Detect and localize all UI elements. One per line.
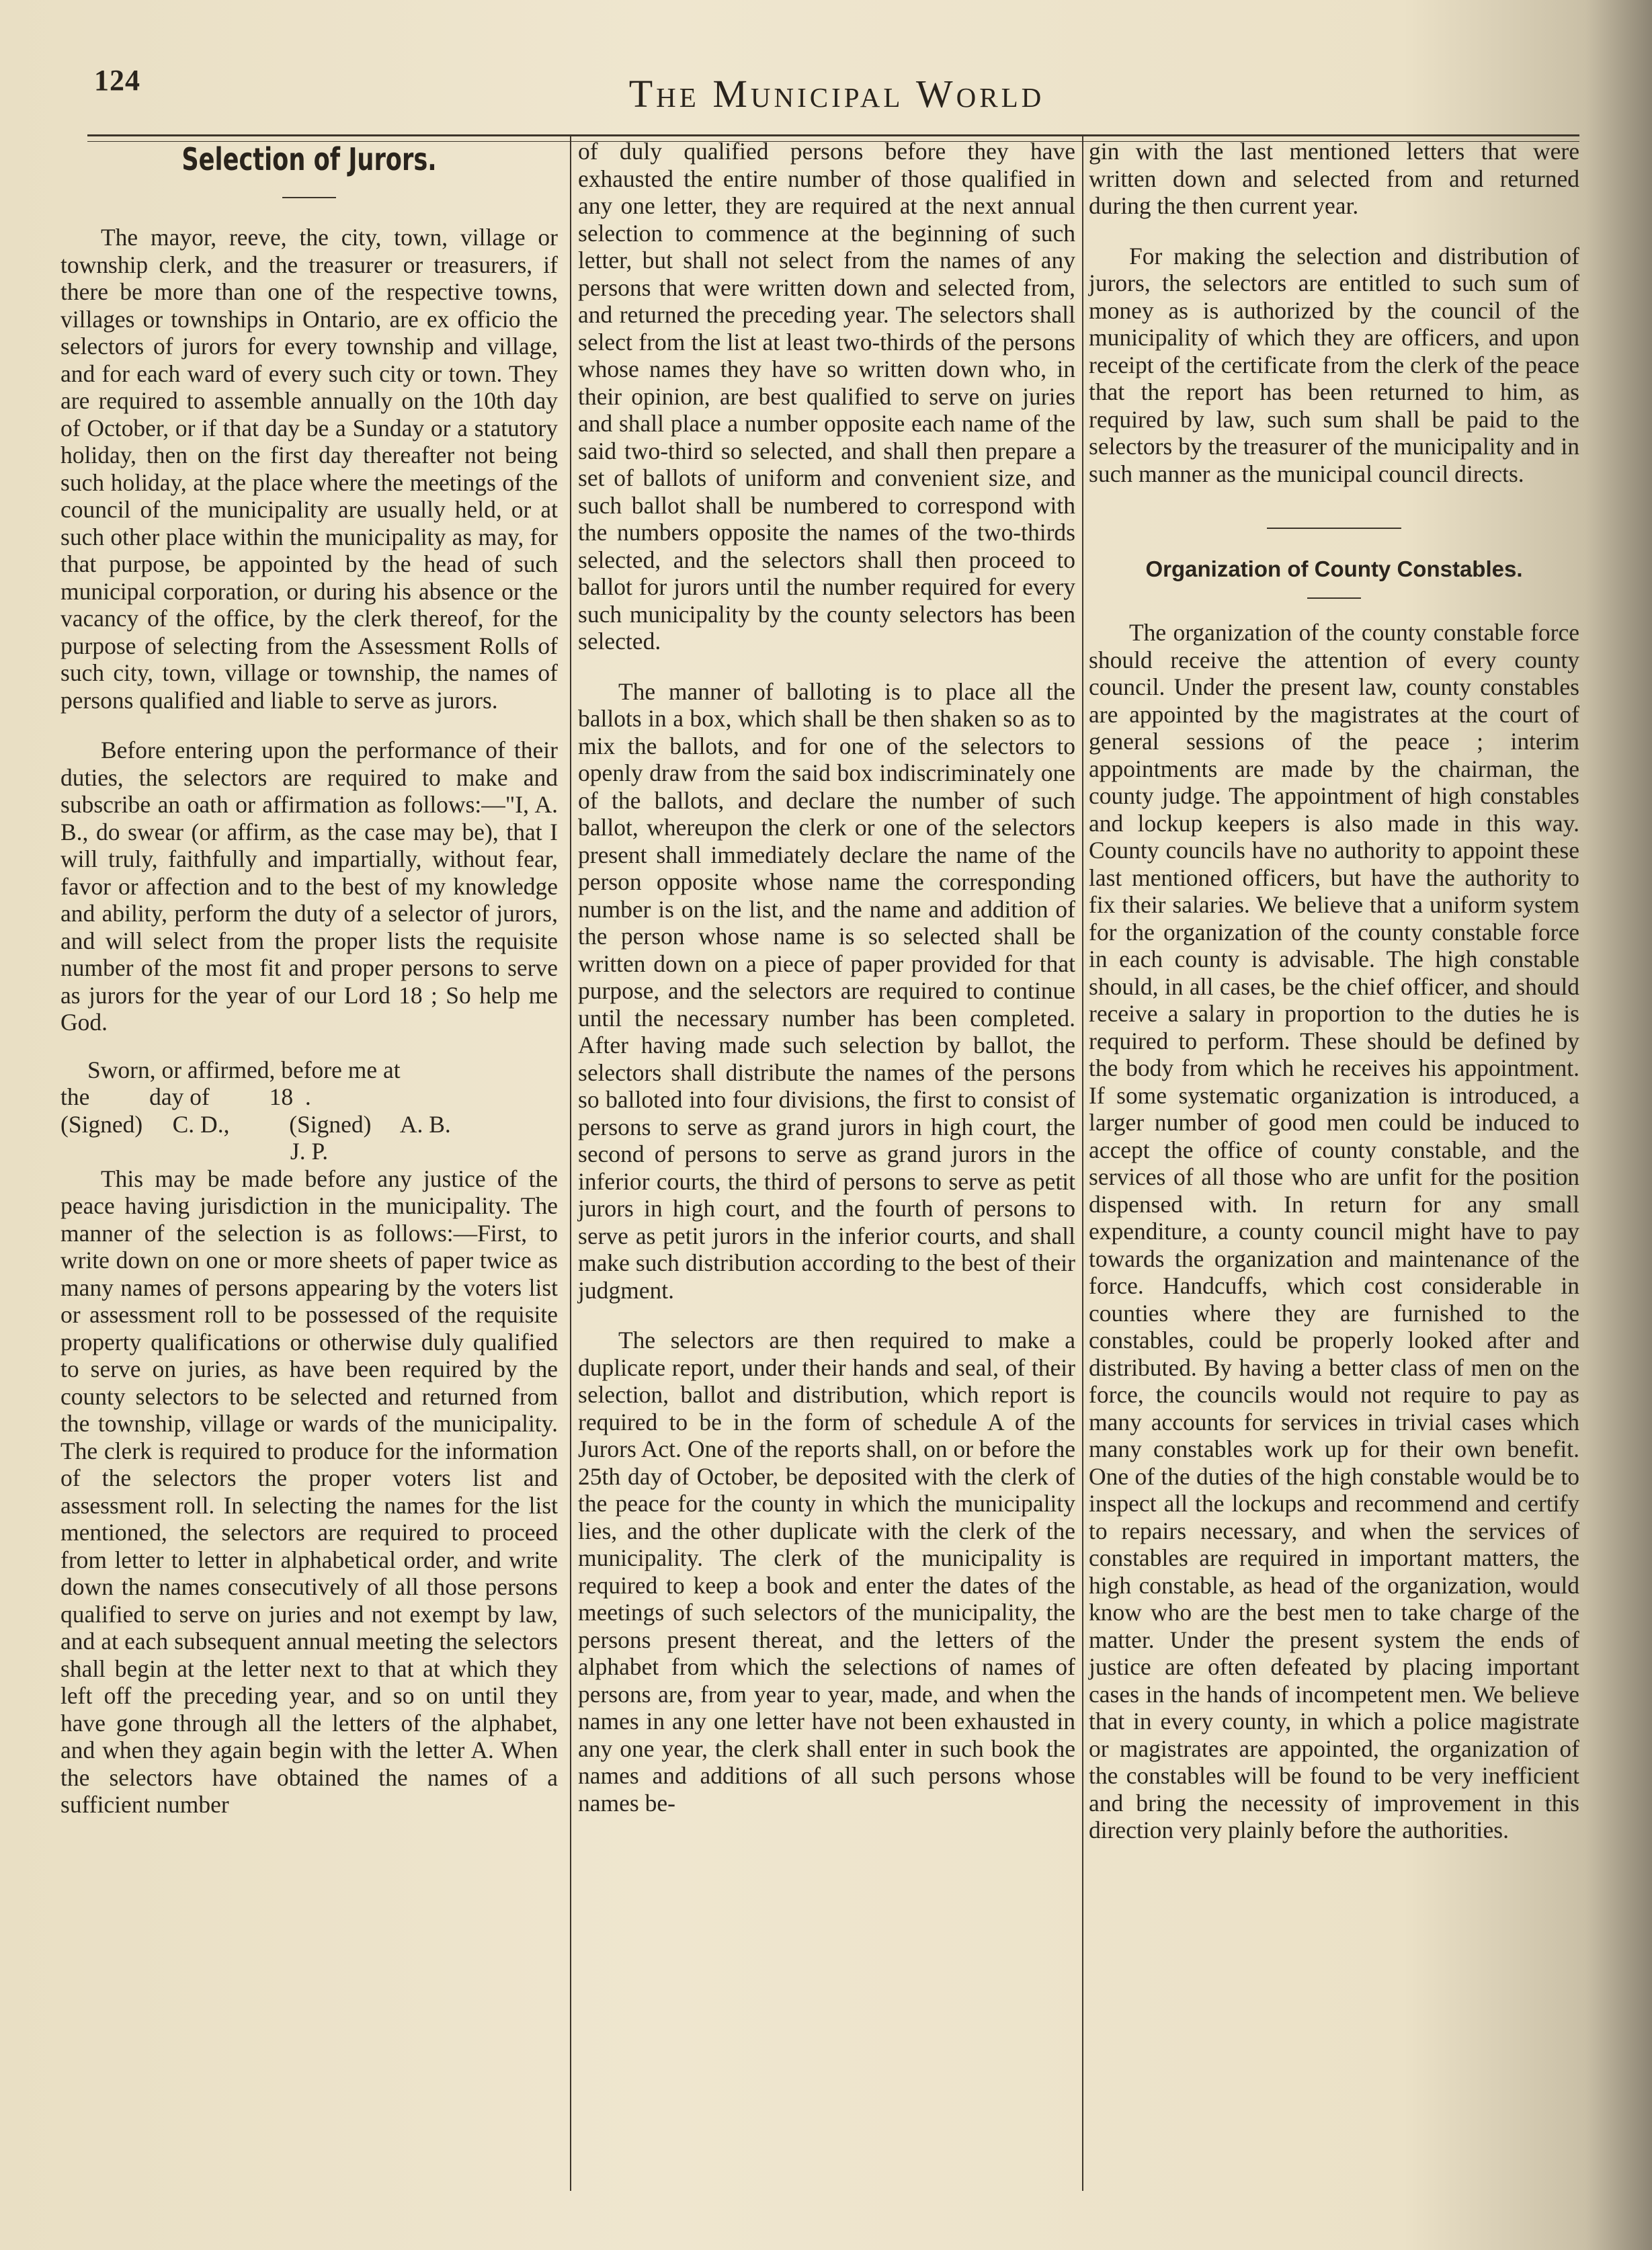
title-rule <box>282 197 336 198</box>
article-title-selection-of-jurors: Selection of Jurors. <box>181 141 437 177</box>
column-divider <box>570 134 571 2191</box>
paragraph: The manner of balloting is to place all the ballots in a box, which shall be then shaken so as to mix the ballots, and for one of the selectors to openly draw from the said box indiscriminately one of the ballots, and declare the number of such ballot, whereupon the clerk or one of the selectors present shall immediately declare the name of the person opposite whose name the corresponding number is on the list, and the name and addition of the person whose name is so selected shall be written down on a piece of paper provided for that purpose, and the selectors are required to continue until the necessary number has been completed. After having made such selection by ballot, the selectors shall distribute the names of the persons so balloted into four divisions, the first to consist of persons to serve as grand jurors in high court, the second of persons to serve as grand jurors in the inferior courts, the third of persons to serve as petit jurors in high court, and the fourth of persons to serve as petit jurors in the inferior courts, and shall make such distribution according to the best of their judgment. <box>578 677 1075 1304</box>
paragraph: For making the selection and distribution of jurors, the selectors are entitled to such sum of money as is authorized by the council of the municipality of which they are officers, and upon receipt of the certificate from the clerk of the peace that the report has been returned to him, as required by law, such sum shall be paid to the selectors by the treasurer of the municipality and in such manner as the municipal council directs. <box>1089 242 1579 487</box>
column-3 <box>1089 138 1579 2174</box>
oath-form-jp: J. P. <box>290 1138 329 1165</box>
paragraph: gin with the last mentioned letters that were written down and selected from and returned during the then current year. <box>1089 138 1579 219</box>
column-divider <box>1082 134 1083 2191</box>
paragraph: This may be made before any justice of the peace having jurisdiction in the municipality. The manner of the selection is as follows:—First, to write down on one or more sheets of paper twice as many names of persons appearing by the voters list or assessment roll to be possessed of the requisite property qualifications or otherwise duly qualified to serve on juries, as have been required by the county selectors to be selected and returned from the township, village or wards of the municipality. The clerk is required to produce for the information of the selectors the proper voters list and assessment roll. In selecting the names for the list mentioned, the selectors are required to proceed from letter to letter in alphabetical order, and write down the names consecutively of all those persons qualified to serve on juries and not exempt by law, and at each subsequent annual meeting the selectors shall begin at the letter next to that at which they left off the preceding year, and so on until they have gone through all the letters of the alphabet, and when they again begin with the letter A. When the selectors have obtained the names of a sufficient number <box>60 1165 558 1818</box>
column-2 <box>578 138 1075 2174</box>
section-rule <box>1267 528 1401 529</box>
title-rule <box>1307 597 1361 599</box>
page-header <box>87 56 1586 130</box>
paragraph: of duly qualified persons before they have exhausted the entire number of those qualified in any one letter, they are required at the next annual selection to commence at the beginning of such letter, but shall not select from the names of any persons that were written down and selected from, and returned the preceding year. The selectors shall select from the list at least two-thirds of the persons whose names they have so written down who, in their opinion, are best qualified to serve on juries and shall place a number opposite each name of the said two-third so selected, and shall then prepare a set of ballots of uniform and convenient size, and such ballot shall be numbered to correspond with the numbers opposite the names of the two-thirds selected, and the selectors shall then proceed to ballot for jurors until the number required for every such municipality by the county selectors has been selected. <box>578 138 1075 655</box>
paragraph: The organization of the county constable force should receive the attention of every county council. Under the present law, county constables are appointed by the magistrates at the court of general sessions of the peace ; interim appointments are made by the chairman, the county judge. The appointment of high constables and lockup keepers is also made in this way. County councils have no authority to appoint these last mentioned officers, but have the authority to fix their salaries. We believe that a uniform system for the organization of the county constable force in each county is advisable. The high constable should, in all cases, be the chief officer, and should receive a salary in proportion to the duties he is required to perform. These should be defined by the body from which he receives his appointment. If some systematic organization is introduced, a larger number of good men could be induced to accept the office of county constable, and the services of all those who are unfit for the position dispensed with. In return for any small expenditure, a county council might have to pay towards the organization and maintenance of the force. Handcuffs, which cost considerable in counties where they are furnished to the constables, could be properly looked after and distributed. By having a better class of men on the force, the councils would not require to pay as many accounts for services in trivial cases which many constables work up for their own benefit. One of the duties of the high constable would be to inspect all the lockups and recommend and certify to repairs necessary, and when the services of constables are required in important matters, the high constable, as head of the organization, would know who are the best men to take charge of the matter. Under the present system the ends of justice are often defeated by placing important cases in the hands of incompetent men. We believe that in every county, in which a police magistrate or magistrates are appointed, the organization of the constables will be found to be very inefficient and bring the necessity of improvement in this direction very plainly before the authorities. <box>1089 619 1579 1843</box>
journal-title: The Municipal World <box>628 72 1045 116</box>
oath-form-line: the day of 18 . <box>60 1083 311 1110</box>
header-rule <box>87 134 1579 136</box>
paragraph: The selectors are then required to make a duplicate report, under their hands and seal, of their selection, ballot and distribution, which report is required to be in the form of schedule A of the Jurors Act. One of the reports shall, on or before the 25th day of October, be deposited with the clerk of the peace for the county in which the municipality lies, and the other duplicate with the clerk of the municipality. The clerk of the municipality is required to keep a book and enter the dates of the meetings of such selectors of the municipality, the persons present thereat, and the letters of the alphabet from which the selections of names of persons are, from year to year, made, and when the names in any one letter have not been exhausted in any one year, the clerk shall enter in such book the names and additions of all such persons whose names be- <box>578 1327 1075 1817</box>
oath-form-line: (Signed) C. D., (Signed) A. B. <box>60 1110 451 1138</box>
column-1 <box>60 138 558 2174</box>
paragraph: Before entering upon the performance of their duties, the selectors are required to make and subscribe an oath or affirmation as follows:—"I, A. B., do swear (or affirm, as the case may be), that I will truly, faithfully and impartially, without fear, favor or affection and to the best of my knowledge and ability, perform the duty of a selector of jurors, and will select from the proper lists the requisite number of the most fit and proper persons to serve as jurors for the year of our Lord 18 ; So help me God. <box>60 737 558 1036</box>
page-number: 124 <box>94 64 140 97</box>
oath-form-line: Sworn, or affirmed, before me at <box>87 1056 401 1083</box>
paragraph: The mayor, reeve, the city, town, village or township clerk, and the treasurer or treasurers, if there be more than one of the respective towns, villages or townships in Ontario, are ex officio the selectors of jurors for every township and village, and for each ward of every such city or town. They are required to assemble annually on the 10th day of October, or if that day be a Sunday or a statutory holiday, then on the first day thereafter not being such holiday, at the place where the meetings of the council of the municipality are usually held, or at such other place within the municipality as may, for that purpose, be appointed by the head of such municipal corporation, or during his absence or the vacancy of the office, by the clerk thereof, for the purpose of selecting from the Assessment Rolls of such city, town, village or township, the names of persons qualified and liable to serve as jurors. <box>60 224 558 714</box>
article-title-organization-of-county-constables: Organization of County Constables. <box>1145 556 1523 581</box>
